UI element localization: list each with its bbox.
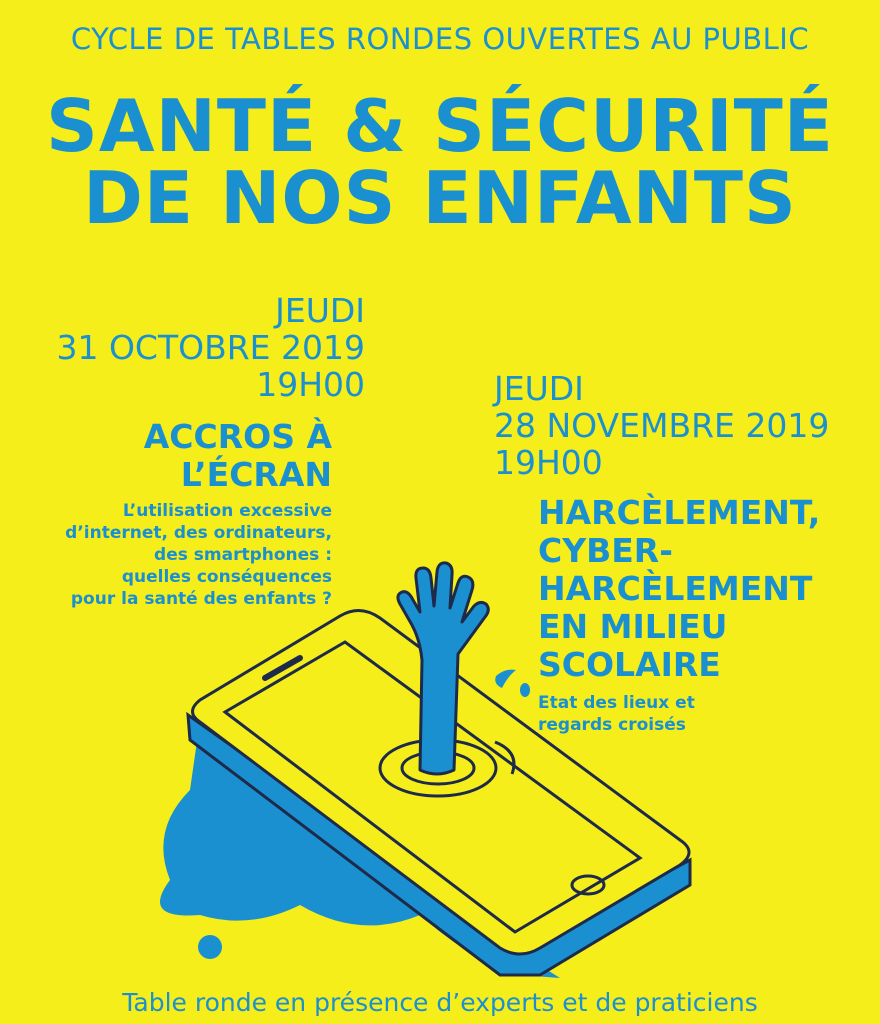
event2-headline-line: EN MILIEU xyxy=(538,607,728,646)
page-title-line2: DE NOS ENFANTS xyxy=(83,156,797,240)
event1-date: 31 OCTOBRE 2019 xyxy=(56,328,365,367)
event1-desc-line: des smartphones : xyxy=(154,545,332,565)
event2-headline-line: SCOLAIRE xyxy=(538,645,721,684)
event1-desc-line: quelles conséquences xyxy=(121,567,332,587)
event2-time: 19H00 xyxy=(494,443,603,482)
event2-block xyxy=(494,370,829,481)
event1-time: 19H00 xyxy=(256,365,365,404)
event2-headline-line: CYBER- xyxy=(538,531,673,570)
event2-desc-line: regards croisés xyxy=(538,715,686,735)
event1-description xyxy=(65,500,332,610)
event2-description xyxy=(538,692,695,736)
event2-headline-line: HARCÈLEMENT, xyxy=(538,493,821,532)
event1-headline-line2: L’ÉCRAN xyxy=(180,455,332,494)
event2-day: JEUDI xyxy=(494,369,584,408)
event1-day: JEUDI xyxy=(275,291,365,330)
event1-desc-line: d’internet, des ordinateurs, xyxy=(65,523,332,543)
event1-headline-line1: ACCROS À xyxy=(143,417,332,456)
event2-desc-line: Etat des lieux et xyxy=(538,693,695,713)
event1-block xyxy=(56,292,365,403)
event1-headline xyxy=(144,418,332,494)
footer-note: Table ronde en présence d’experts et de praticiens xyxy=(122,988,758,1017)
event2-headline xyxy=(538,494,820,684)
event2-date: 28 NOVEMBRE 2019 xyxy=(494,406,830,445)
water-drops xyxy=(495,670,530,697)
event1-desc-line: pour la santé des enfants ? xyxy=(70,589,332,609)
series-kicker: CYCLE DE TABLES RONDES OUVERTES AU PUBLIC xyxy=(70,22,810,56)
event2-headline-line: HARCÈLEMENT xyxy=(538,569,813,608)
page-title-line1: SANTÉ & SÉCURITÉ xyxy=(46,84,834,168)
event1-desc-line: L’utilisation excessive xyxy=(122,501,332,521)
